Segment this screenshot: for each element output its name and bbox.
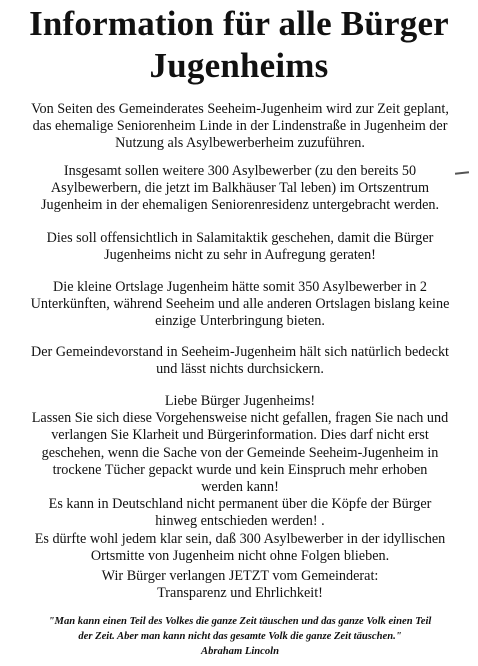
paragraph-line: Wir Bürger verlangen JETZT vom Gemeinderat: [101, 568, 379, 584]
paragraph-municipal-board [20, 344, 460, 378]
paragraph-demand [20, 568, 460, 602]
paragraph-line: Liebe Bürger Jugenheims! [164, 393, 316, 409]
paragraph-line: Es dürfte wohl jedem klar sein, daß 300 Asylbewerber in der idyllischen [34, 530, 446, 547]
quote-author: Abraham Lincoln [201, 646, 279, 657]
paragraph-line: Unterkünften, während Seeheim und alle anderen Ortslagen bislang keine [30, 296, 450, 313]
document-title-line-1: Information für alle Bürger [29, 4, 449, 43]
paragraph-line: einzige Unterbringung bieten. [155, 313, 325, 330]
document-title-line-2: Jugenheims [149, 46, 329, 85]
quote-line: "Man kann einen Teil des Volkes die ganze Zeit täuschen und das ganze Volk einen Teil [48, 616, 432, 627]
paragraph-line: Lassen Sie sich diese Vorgehensweise nicht gefallen, fragen Sie nach und [31, 410, 449, 427]
paragraph-line: Jugenheim in der ehemaligen Seniorenresidenz untergebracht werden. [40, 197, 440, 214]
paragraph-line: Asylbewerbern, die jetzt im Balkhäuser Tal leben) im Ortszentrum [50, 180, 430, 197]
paragraph-plan [20, 101, 460, 153]
paragraph-salami-tactic [20, 230, 460, 264]
paragraph-line: Dies soll offensichtlich in Salamitaktik geschehen, damit die Bürger [46, 230, 434, 246]
paragraph-line: Transparenz und Ehrlichkeit! [157, 585, 323, 602]
paragraph-line: Die kleine Ortslage Jugenheim hätte somit 350 Asylbewerber in 2 [53, 279, 427, 295]
paragraph-line: geschehen, wenn die Sache von der Gemeinde Seeheim-Jugenheim in [41, 444, 439, 461]
paragraph-line: das ehemalige Seniorenheim Linde in der Lindenstraße in Jugenheim der [32, 118, 448, 135]
paragraph-line: verlangen Sie Klarheit und Bürgerinformation. Dies darf nicht erst [51, 427, 429, 444]
paragraph-line: und lässt nichts durchsickern. [156, 361, 324, 378]
paragraph-line: werden kann! [201, 479, 279, 496]
paragraph-local-distribution [20, 279, 460, 331]
paragraph-line: Insgesamt sollen weitere 300 Asylbewerber (zu den bereits 50 [63, 163, 417, 179]
paragraph-line: trockene Tücher gepackt wurde und kein Einspruch mehr erhoben [52, 461, 428, 478]
lincoln-quote [14, 614, 466, 659]
paragraph-appeal [20, 393, 460, 565]
quote-line: der Zeit. Aber man kann nicht das gesamte Volk die ganze Zeit täuschen." [78, 631, 402, 642]
paragraph-line: Von Seiten des Gemeinderates Seeheim-Jugenheim wird zur Zeit geplant, [31, 101, 449, 117]
paragraph-line: hinweg entschieden werden! . [155, 513, 325, 530]
paragraph-line: Jugenheims nicht zu sehr in Aufregung geraten! [104, 247, 376, 264]
paragraph-line: Nutzung als Asylbewerberheim zuzuführen. [115, 135, 365, 152]
paragraph-line: Der Gemeindevorstand in Seeheim-Jugenheim hält sich natürlich bedeckt [30, 344, 449, 360]
paragraph-numbers [20, 163, 460, 215]
paragraph-line: Ortsmitte von Jugenheim nicht ohne Folgen blieben. [90, 547, 390, 564]
paragraph-line: Es kann in Deutschland nicht permanent über die Köpfe der Bürger [48, 496, 432, 513]
